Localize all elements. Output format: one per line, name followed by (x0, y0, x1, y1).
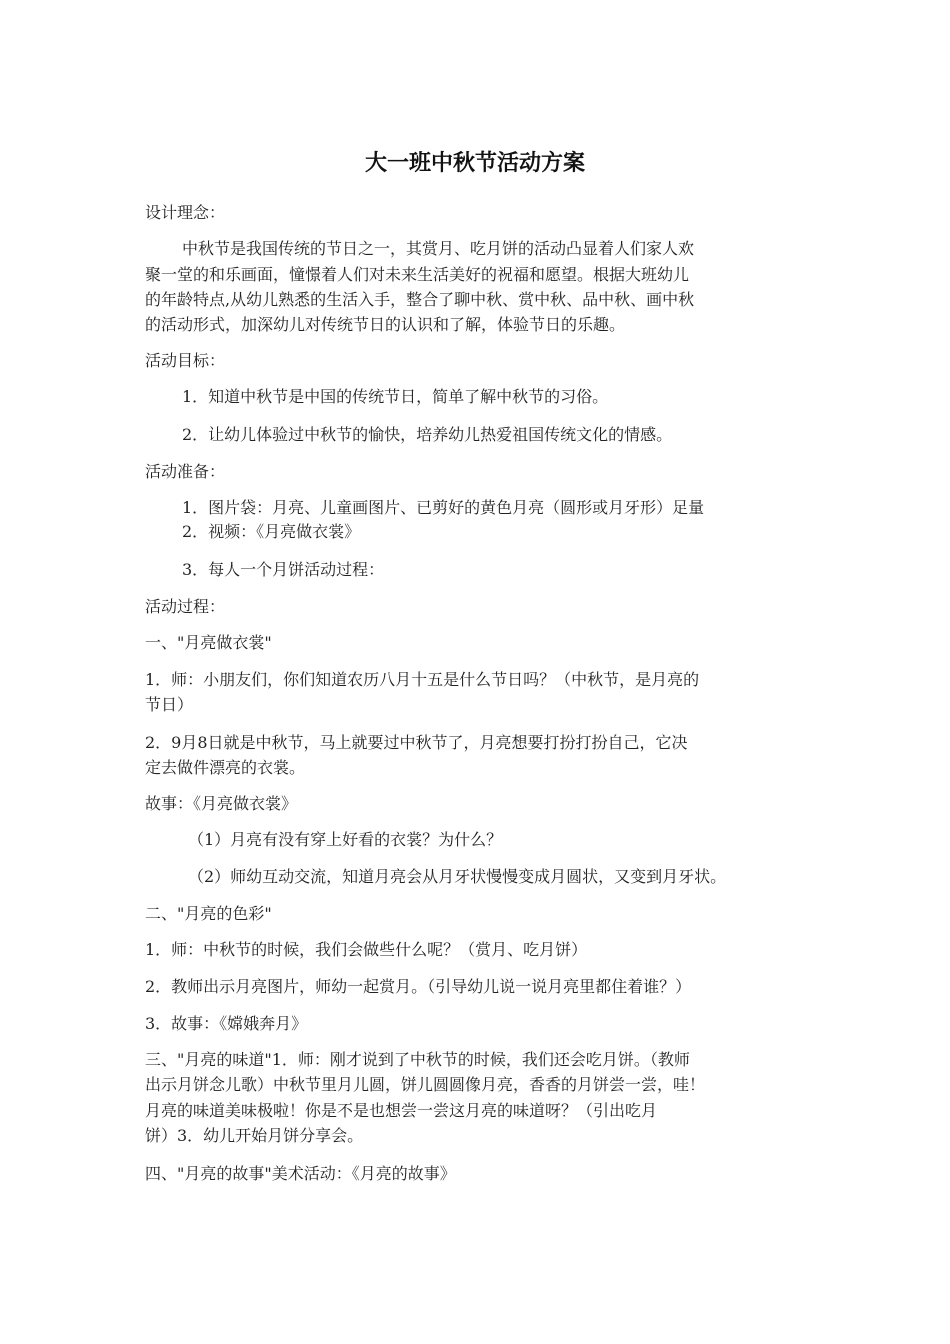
paragraph-line: 节日） (145, 695, 194, 714)
heading-goals: 活动目标： (145, 351, 226, 370)
section-heading: 四、"月亮的故事"美术活动：《月亮的故事》 (145, 1164, 456, 1183)
paragraph-line: 出示月饼念儿歌）中秋节里月儿圆，饼儿圆圆像月亮，香香的月饼尝一尝，哇！ (145, 1075, 706, 1094)
heading-preparation: 活动准备： (145, 462, 226, 481)
list-item: （1）月亮有没有穿上好看的衣裳？为什么？ (188, 830, 503, 849)
list-item: 1．知道中秋节是中国的传统节日，简单了解中秋节的习俗。 (182, 387, 609, 406)
list-item: 1．图片袋：月亮、儿童画图片、已剪好的黄色月亮（圆形或月牙形）足量 (182, 498, 705, 517)
list-item: 2．让幼儿体验过中秋节的愉快，培养幼儿热爱祖国传统文化的情感。 (182, 425, 673, 444)
paragraph-line: 的活动形式，加深幼儿对传统节日的认识和了解，体验节日的乐趣。 (145, 315, 626, 334)
section-heading: 二、"月亮的色彩" (145, 904, 272, 923)
paragraph-line: 聚一堂的和乐画面，憧憬着人们对未来生活美好的祝福和愿望。根据大班幼儿 (145, 265, 690, 284)
list-item: 2．视频：《月亮做衣裳》 (182, 522, 361, 541)
paragraph-line: 中秋节是我国传统的节日之一，其赏月、吃月饼的活动凸显着人们家人欢 (182, 239, 695, 258)
list-item: （2）师幼互动交流，知道月亮会从月牙状慢慢变成月圆状，又变到月牙状。 (188, 867, 727, 886)
paragraph-line: 定去做件漂亮的衣裳。 (145, 758, 306, 777)
heading-design-concept: 设计理念： (145, 203, 226, 222)
heading-process: 活动过程： (145, 597, 226, 616)
section-heading: 一、"月亮做衣裳" (145, 633, 272, 652)
section-heading: 三、"月亮的味道"1．师：刚才说到了中秋节的时候，我们还会吃月饼。（教师 (145, 1050, 690, 1069)
paragraph-line: 3．故事：《嫦娥奔月》 (145, 1014, 308, 1033)
paragraph-line: 的年龄特点,从幼儿熟悉的生活入手，整合了聊中秋、赏中秋、品中秋、画中秋 (145, 290, 695, 309)
paragraph-line: 故事：《月亮做衣裳》 (145, 794, 298, 813)
paragraph-line: 月亮的味道美味极啦！你是不是也想尝一尝这月亮的味道呀？（引出吃月 (145, 1101, 658, 1120)
document-title: 大一班中秋节活动方案 (364, 150, 585, 176)
paragraph-line: 2．9月8日就是中秋节，马上就要过中秋节了，月亮想要打扮打扮自己，它决 (145, 733, 688, 752)
paragraph-line: 1．师：中秋节的时候，我们会做些什么呢？（赏月、吃月饼） (145, 940, 588, 959)
paragraph-line: 1．师：小朋友们，你们知道农历八月十五是什么节日吗？（中秋节，是月亮的 (145, 670, 700, 689)
paragraph-line: 2．教师出示月亮图片，师幼一起赏月。（引导幼儿说一说月亮里都住着谁？） (145, 977, 692, 996)
paragraph-line: 饼）3．幼儿开始月饼分享会。 (145, 1126, 364, 1145)
list-item: 3．每人一个月饼活动过程： (182, 560, 385, 579)
